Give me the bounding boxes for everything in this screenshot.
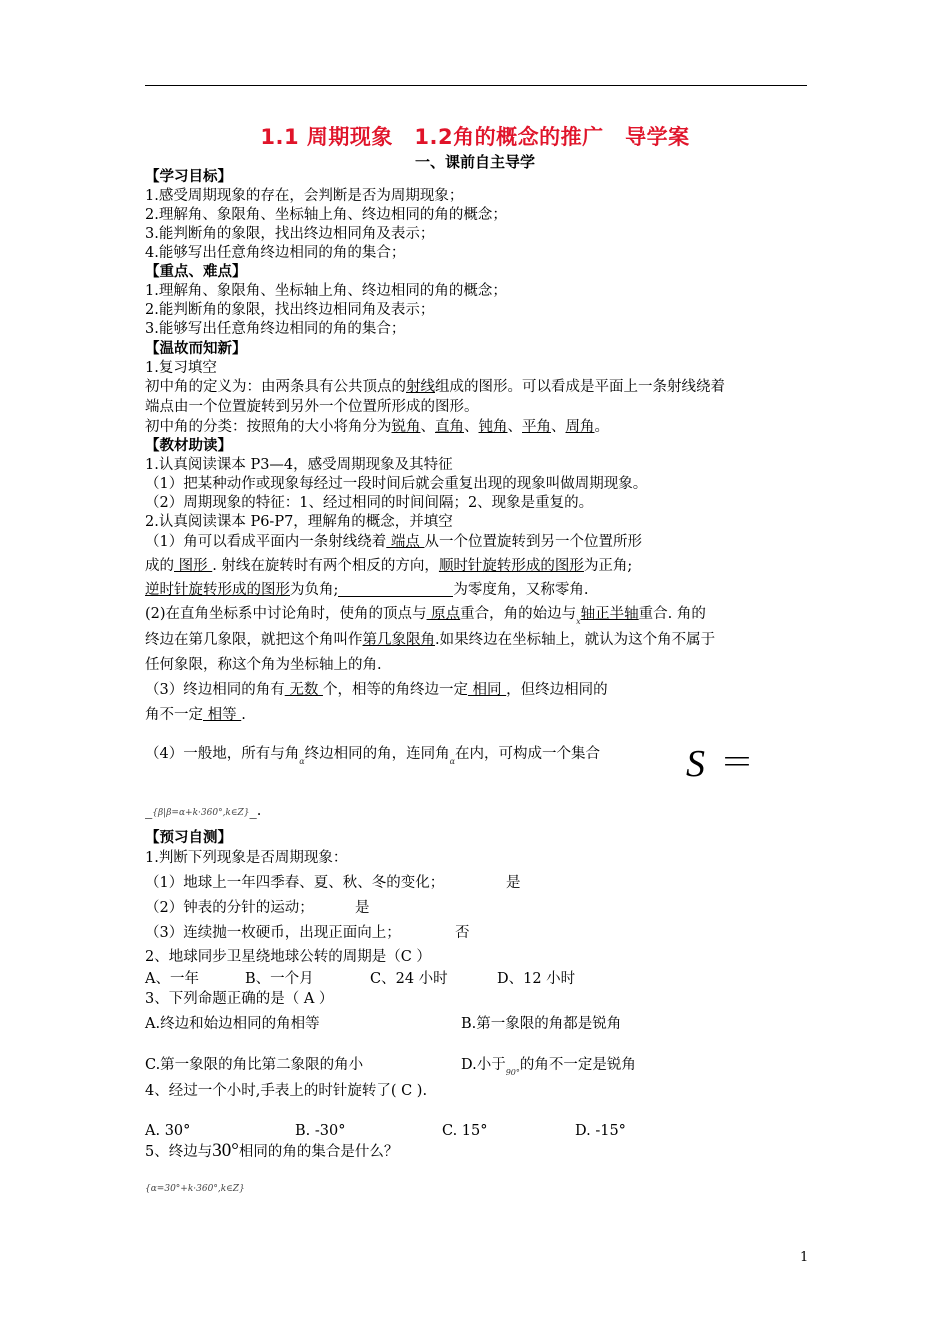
end: 。: [594, 419, 609, 435]
text: 5、终边与: [145, 1144, 213, 1160]
textbook-line: 任何象限，称这个角为坐标轴上的角.: [145, 657, 382, 673]
blank-line: [338, 581, 453, 597]
key-point-item: 3.能够写出任意角终边相同的角的集合；: [145, 321, 406, 337]
textbook-line: [145, 581, 589, 600]
text: (2)在直角坐标系中讨论角时，使角的顶点与: [145, 606, 427, 622]
self-test-heading: 【预习自测】: [145, 830, 232, 846]
alpha-symbol: α: [299, 757, 305, 766]
textbook-line: （2）周期现象的特征：1、经过相同的时间间隔；2、现象是重复的。: [145, 495, 594, 511]
answer-formula: {α=30°+k·360°,k∈Z}: [145, 1184, 245, 1194]
text: 为零度角，又称零角.: [453, 582, 589, 598]
question-4: 4、经过一个小时,手表上的时针旋转了( C ).: [145, 1083, 428, 1099]
key-point-item: 1.理解角、象限角、坐标轴上角、终边相同的角的概念；: [145, 283, 507, 299]
textbook-line: [145, 557, 632, 576]
text: 重合. 角的: [638, 606, 706, 622]
answer-obtuse: 钝角: [478, 419, 508, 435]
x-symbol: x: [576, 617, 581, 626]
textbook-line: [145, 681, 608, 700]
question-2-option: A、一年: [145, 971, 199, 987]
text: 的角不一定是锐角: [519, 1057, 636, 1073]
question-1c-answer: 否: [455, 925, 470, 941]
textbook-line: 1.认真阅读课本 P3—4，感受周期现象及其特征: [145, 457, 453, 473]
answer-counterclockwise: 逆时针旋转形成的图形: [145, 582, 290, 598]
document-title: 1.1 周期现象 1.2角的概念的推广 导学案: [260, 125, 690, 149]
question-4-option: B. -30°: [295, 1123, 346, 1139]
textbook-line: [145, 706, 246, 725]
review-line: 1.复习填空: [145, 360, 217, 376]
question-4-option: A. 30°: [145, 1123, 191, 1139]
set-formula-line: _{β|β=α+k·360°,k∈Z}_.: [145, 803, 262, 819]
question-4-option: C. 15°: [442, 1123, 488, 1139]
review-heading: 【温故而知新】: [145, 341, 247, 357]
text: 为负角;: [290, 582, 339, 598]
text: 角不一定: [145, 707, 203, 723]
answer-origin: 原点: [426, 606, 461, 622]
text: 重合，角的始边与: [460, 606, 577, 622]
review-classification-line: [145, 418, 609, 437]
question-1a: （1）地球上一年四季春、夏、秋、冬的变化；: [145, 875, 445, 891]
answer-clockwise: 顺时针旋转形成的图形: [438, 558, 584, 574]
text: 初中角的定义为：由两条具有公共顶点的: [145, 379, 406, 395]
textbook-line: （1）把某种动作或现象每经过一段时间后就会重复出现的现象叫做周期现象。: [145, 476, 648, 492]
thirty-degrees: 30°: [212, 1140, 239, 1161]
textbook-line: [145, 605, 706, 631]
question-1c: （3）连续抛一枚硬币，出现正面向上；: [145, 925, 401, 941]
question-3-option-b: B.第一象限的角都是锐角: [461, 1016, 622, 1032]
objective-item: 2.理解角、象限角、坐标轴上角、终边相同的角的概念；: [145, 207, 507, 223]
text: .如果终边在坐标轴上，就认为这个角不属于: [435, 632, 716, 648]
question-5-answer: [145, 1178, 245, 1199]
answer-endpoint: 端点: [386, 534, 425, 550]
text: 从一个位置旋转到另一个位置所形: [424, 534, 642, 550]
textbook-line: [145, 745, 600, 771]
objective-item: 3.能判断角的象限，找出终边相同角及表示；: [145, 226, 435, 242]
sep: 、: [420, 419, 435, 435]
answer-right: 直角: [435, 419, 464, 435]
answer-quadrant-angle: 第几象限角: [362, 632, 435, 648]
text: 初中角的分类：按照角的大小将角分为: [145, 419, 392, 435]
header-rule: [145, 85, 807, 86]
question-3-option-d: [461, 1056, 636, 1082]
text: 个，相等的角终边一定: [322, 682, 468, 698]
review-line: 端点由一个位置旋转到另外一个位置所形成的图形。: [145, 399, 479, 415]
question-1b-answer: 是: [355, 900, 370, 916]
answer-ray: 射线: [406, 379, 435, 395]
objectives-heading: 【学习目标】: [145, 169, 232, 185]
text: 终边在第几象限，就把这个角叫作: [145, 632, 363, 648]
question-2-option: C、24 小时: [370, 971, 448, 987]
question-3: 3、下列命题正确的是（ A ）: [145, 991, 334, 1007]
ninety-degrees: 90°: [505, 1068, 520, 1077]
answer-same: 相同: [467, 682, 507, 698]
text: . 射线在旋转时有两个相反的方向，: [212, 558, 439, 574]
textbook-line: [145, 631, 715, 650]
question-1a-answer: 是: [506, 875, 521, 891]
key-points-heading: 【重点、难点】: [145, 264, 247, 280]
question-2-option: D、12 小时: [497, 971, 576, 987]
question-1: 1.判断下列现象是否周期现象：: [145, 850, 348, 866]
textbook-heading: 【教材助读】: [145, 438, 232, 454]
sep: 、: [464, 419, 479, 435]
question-5: [145, 1141, 398, 1162]
text: （4）一般地，所有与角: [145, 746, 300, 762]
answer-round: 周角: [565, 419, 595, 435]
answer-acute: 锐角: [391, 419, 421, 435]
textbook-line: [145, 533, 642, 552]
text: 为正角;: [583, 558, 633, 574]
question-4-option: D. -15°: [575, 1123, 626, 1139]
sep: 、: [551, 419, 566, 435]
section-subtitle: 一、课前自主导学: [414, 153, 535, 171]
question-2-option: B、一个月: [245, 971, 314, 987]
text: D.小于: [461, 1057, 506, 1073]
answer-figure: 图形: [174, 558, 213, 574]
text: 成的: [145, 558, 174, 574]
page-number: 1: [800, 1250, 809, 1265]
text: ，但终边相同的: [506, 682, 608, 698]
set-formula: {β|β=α+k·360°,k∈Z}: [152, 808, 250, 818]
key-point-item: 2.能判断角的象限，找出终边相同角及表示；: [145, 302, 435, 318]
question-3-option-c: C.第一象限的角比第二象限的角小: [145, 1057, 364, 1073]
text: 相同的角的集合是什么？: [238, 1144, 399, 1160]
set-symbol-s: S: [686, 743, 705, 785]
text: （1）角可以看成平面内一条射线绕着: [145, 534, 387, 550]
answer-positive-x-axis: 轴正半轴: [580, 606, 639, 622]
text: .: [241, 707, 246, 723]
answer-straight: 平角: [522, 419, 551, 435]
text: 终边相同的角，连同角: [304, 746, 450, 762]
question-2: 2、地球同步卫星绕地球公转的周期是（C ）: [145, 949, 431, 965]
question-1b: （2）钟表的分针的运动；: [145, 900, 314, 916]
objective-item: 1.感受周期现象的存在，会判断是否为周期现象；: [145, 188, 464, 204]
equals-sign: ＝: [720, 745, 754, 782]
alpha-symbol: α: [449, 757, 456, 766]
question-3-option-a: A.终边和始边相同的角相等: [145, 1016, 320, 1032]
text: （3）终边相同的角有: [145, 682, 285, 698]
review-definition-line: [145, 378, 725, 397]
textbook-line: 2.认真阅读课本 P6-P7，理解角的概念，并填空: [145, 514, 453, 530]
answer-equal: 相等: [203, 707, 242, 723]
text: 组成的图形。可以看成是平面上一条射线绕着: [435, 379, 725, 395]
sep: 、: [507, 419, 522, 435]
text: 在内，可构成一个集合: [455, 746, 601, 762]
objective-item: 4.能够写出任意角终边相同的角的集合；: [145, 245, 406, 261]
answer-infinite: 无数: [284, 682, 323, 698]
